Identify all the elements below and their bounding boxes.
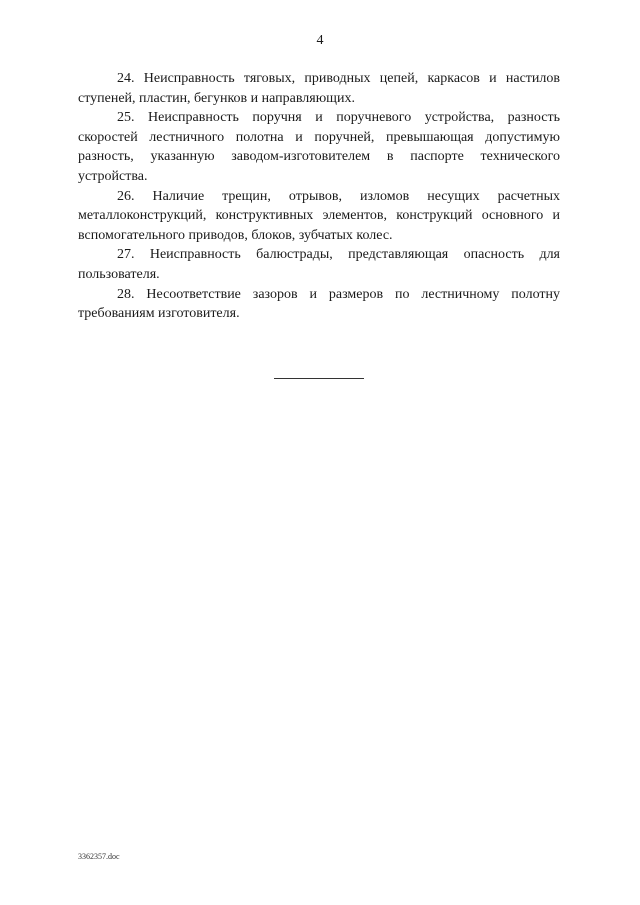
list-item: 25. Неисправность поручня и поручневого устройства, разность скоростей лестничного полотна и поручней, превышающая допустимую разность, указанную заводом-изготовителем в паспорте технического устройства. (78, 110, 560, 184)
list-item: 24. Неисправность тяговых, приводных цепей, каркасов и настилов ступеней, пластин, бегунков и направляющих. (78, 71, 560, 106)
footer-filename: 3362357.doc (78, 852, 120, 861)
end-separator-line (274, 378, 364, 379)
list-item: 26. Наличие трещин, отрывов, изломов несущих расчетных металлоконструкций, конструктивных элементов, конструкций основного и вспомогательного приводов, блоков, зубчатых колес. (78, 188, 560, 243)
list-item: 27. Неисправность балюстрады, представляющая опасность для пользователя. (78, 247, 560, 282)
list-item: 28. Несоответствие зазоров и размеров по лестничному полотну требованиям изготовителя. (78, 286, 560, 322)
document-body (78, 69, 560, 324)
page-number: 4 (316, 33, 324, 48)
